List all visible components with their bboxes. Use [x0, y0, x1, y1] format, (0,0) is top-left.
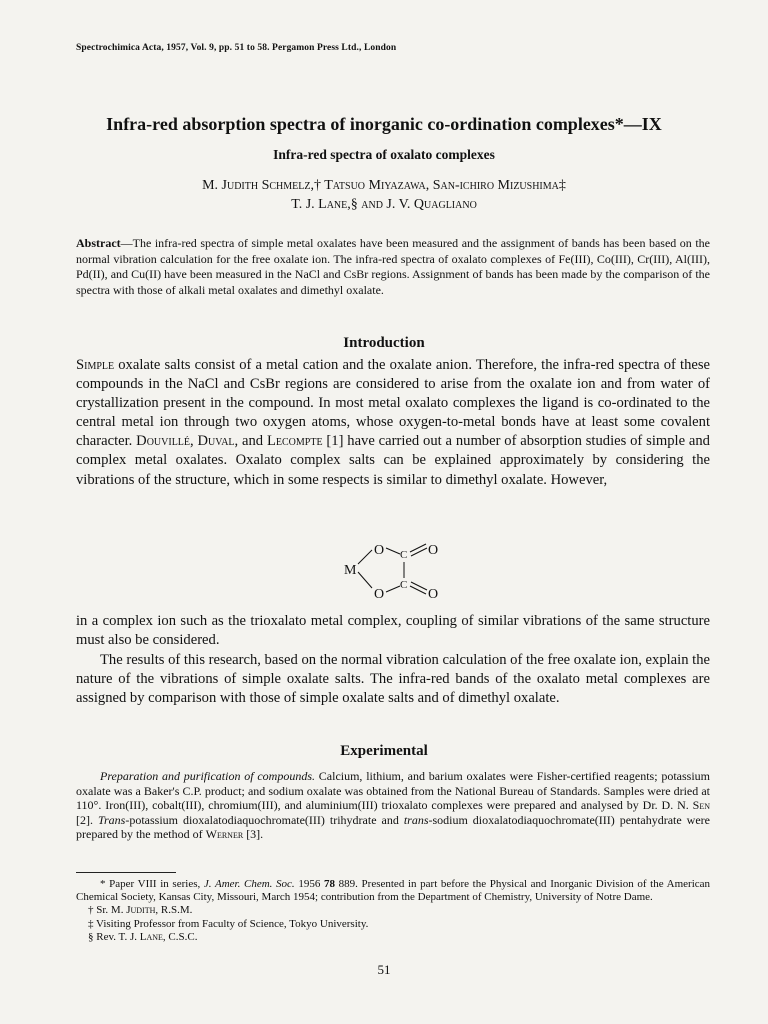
- footnote-4: [76, 931, 710, 944]
- bond-m-o-bottom: [358, 572, 372, 588]
- authors-line-2: T. J. Lane,§ and J. V. Quagliano: [291, 197, 477, 212]
- fn4-name: Lane: [139, 930, 163, 943]
- bond-c-o-double-top-a: [410, 544, 426, 552]
- fn2-name: Judith: [126, 904, 156, 917]
- lead-word: Simple: [76, 357, 115, 373]
- exp-text-b: [2].: [76, 812, 98, 827]
- exp-trans-2: trans: [403, 812, 429, 827]
- oxalate-structure-diagram: [330, 536, 450, 604]
- name-sen: Sen: [692, 798, 710, 813]
- page-number: 51: [377, 962, 391, 977]
- exp-trans-1: Trans: [97, 812, 126, 827]
- bond-c-o-double-bottom-a: [410, 586, 426, 594]
- footnote-1: [76, 878, 710, 904]
- exp-text-e: [3].: [243, 827, 264, 842]
- structure-oxygen-bottom: O: [374, 587, 385, 602]
- exp-text-c: -potassium dioxalatodiaquochromate(III) trihydrate and: [125, 812, 404, 827]
- introduction-paragraph-2: [76, 612, 710, 650]
- fn4-a: § Rev. T. J.: [88, 930, 140, 943]
- footnote-3: ‡ Visiting Professor from Faculty of Science, Tokyo University.: [88, 917, 369, 930]
- bond-o-c-bottom: [386, 586, 400, 592]
- exp-text-d: -sodium dioxalatodiaquochromate(III) pentahydrate were prepared by the method of: [76, 812, 710, 842]
- author-name-lecompte: Lecompte: [266, 433, 323, 450]
- intro-text-a: oxalate salts consist of a metal cation and the oxalate anion. Therefore, the infra-red spectra of these compounds in the NaCl and CsBr regions are considered to arise from the oxalate ion and from water of crystallization present in the compound. In most metal oxalato complexes the ligand is co-ordinated to the central metal ion through two oxygen atoms, whose oxygen-to-metal bonds have at least some covalent character.: [76, 357, 710, 450]
- fn1-c: 889. Presented in part before the Physical and Inorganic Division of the American Chemical Society, Kansas City, Missouri, March 1954; contribution from the Department of Chemistry, University of Notre Dame.: [76, 878, 711, 904]
- bond-c-o-double-bottom-b: [411, 582, 427, 590]
- footnotes: [76, 878, 710, 944]
- paper-title: Infra-red absorption spectra of inorganic co-ordination complexes*—IX: [106, 114, 662, 134]
- bond-o-c-top: [386, 548, 400, 554]
- intro-para-2-text: in a complex ion such as the trioxalato metal complex, coupling of similar vibrations of the same structure must also be considered.: [76, 613, 710, 649]
- author-names: Douvillé, Duval,: [136, 433, 239, 450]
- structure-oxygen-carbonyl-bottom: O: [428, 587, 439, 602]
- abstract: [76, 236, 710, 298]
- fn1-volume: 78: [324, 878, 335, 890]
- bond-m-o-top: [358, 550, 372, 564]
- structure-oxygen-carbonyl-top: O: [428, 543, 439, 558]
- bond-c-o-double-top-b: [411, 548, 427, 556]
- fn1-a: * Paper VIII in series,: [100, 878, 204, 890]
- footnote-2: [76, 904, 710, 917]
- name-werner: Werner: [205, 827, 244, 842]
- fn2-a: † Sr. M.: [88, 904, 127, 917]
- intro-para-3-text: The results of this research, based on the normal vibration calculation of the free oxalate ion, explain the nature of the vibrations of simple oxalate salts. The infra-red bands of the oxalato metal complexes are assigned by comparison with those of simple oxalate salts and of dimethyl oxalate.: [76, 652, 710, 707]
- paper-subtitle: Infra-red spectra of oxalato complexes: [273, 147, 495, 162]
- experimental-subhead: Preparation and purification of compounds.: [100, 769, 315, 783]
- journal-header: Spectrochimica Acta, 1957, Vol. 9, pp. 51 to 58. Pergamon Press Ltd., London: [76, 43, 397, 53]
- experimental-paragraph: [76, 769, 710, 842]
- intro-and: and: [238, 433, 267, 450]
- structure-carbon-top: C: [400, 549, 408, 561]
- exp-text-a: Calcium, lithium, and barium oxalates were Fisher-certified reagents; potassium oxalate was a Baker's C.P. product; and sodium oxalate was obtained from the National Bureau of Standards. Samples were dried at 110°. Iron(III), cobalt(III), chromium(III), and aluminium(III) trioxalato complexes were prepared and analysed by Dr. D. N.: [76, 769, 710, 813]
- structure-oxygen-top: O: [374, 543, 385, 558]
- introduction-paragraph-3: [76, 651, 710, 708]
- fn1-journal: J. Amer. Chem. Soc.: [203, 878, 295, 890]
- introduction-paragraph-1: [76, 356, 710, 490]
- footnote-divider: [76, 872, 176, 873]
- authors-line-1: M. Judith Schmelz,† Tatsuo Miyazawa, San-ichiro Mizushima‡: [202, 178, 566, 193]
- experimental-heading: Experimental: [340, 743, 428, 759]
- structure-carbon-bottom: C: [400, 579, 408, 591]
- fn4-b: , C.S.C.: [162, 930, 198, 943]
- abstract-text: —The infra-red spectra of simple metal oxalates have been measured and the assignment of bands has been based on the normal vibration calculation for the free oxalate ion. The infra-red spectra of oxalato complexes of Fe(III), Co(III), Cr(III), Al(III), Pd(II), and Cu(II) have been measured in the NaCl and CsBr regions. Assignment of bands has been made by the comparison of the spectra with those of alkali metal oxalates and dimethyl oxalate.: [76, 236, 710, 297]
- structure-metal: M: [344, 563, 357, 578]
- fn2-b: , R.S.M.: [155, 904, 193, 917]
- fn1-b: 1956: [294, 878, 324, 890]
- abstract-label: Abstract: [76, 236, 121, 250]
- intro-text-b: [1] have carried out a number of absorption studies of simple and complex metal oxalates. Oxalato complex salts can be explained approximately by considering the vibrations of the structure, which in some respects is similar to dimethyl oxalate. However,: [76, 433, 710, 488]
- introduction-heading: Introduction: [343, 335, 425, 351]
